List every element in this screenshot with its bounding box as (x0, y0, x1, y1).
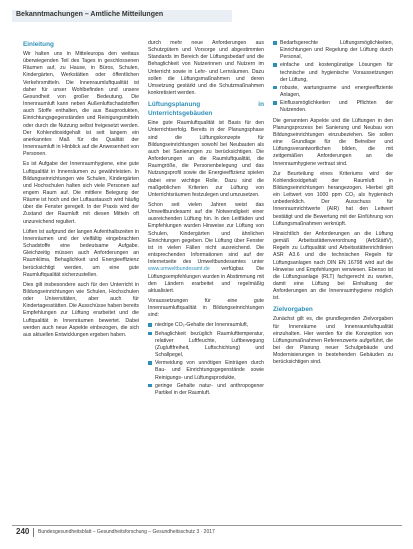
paragraph (148, 202, 264, 295)
paragraph: Eine gute Raumluftqualität ist Basis für den Unterrichtserfolg. Bereits in der Planungsphase sind die Lüftungskonzepte für Bildungseinrichtungen sowohl bei Neubauten als auch bei Sanierungen zu berücksichtigen. Die Anforderungen an die Raumluftqualität, die Raumgröße, die Personenbelegung und das Nutzungsprofil sowie die Energieeffizienz spielen dabei eine wichtige Rolle. Dazu sind die maßgeblichen Kriterien zur Lüftung von Unterrichtsräumen festzulegen und umzusetzen. (148, 120, 264, 198)
heading-lueftungsplanung: Lüftungsplanung in Unterrichtsgebäuden (148, 101, 264, 118)
heading-zielvorgaben: Zielvorgaben (273, 306, 313, 314)
web-link[interactable]: www.umweltbundesamt.de (148, 266, 210, 273)
paragraph: Die genannten Aspekte und die Lüftungen in den Planungsprozess bei Sanierung und Neubau von Bildungseinrichtungen einzubeziehen. Sie sollen eine Grundlage für die Betreiber und Lüftungsverantwortlichen bilden, die mit zeitgemäßen Anforderungen an die Innenraumhygiene vertraut sind. (273, 117, 393, 167)
list-item: geringe Gehalte natur- und anthropogener Partikel in der Raumluft. (148, 383, 264, 397)
list-item: Bedarfsgerechte Lüftungsmöglichkeiten, Einrichtungen und Regelung der Lüftung durch Personal, (273, 40, 393, 61)
list-item: robuste, wartungsarme und energieeffiziente Anlagen, (273, 85, 393, 99)
bullet-square-icon (148, 384, 152, 388)
paragraph: Dies gilt insbesondere auch für den Unterricht in Bildungseinrichtungen wie Schulen, Hochschulen oder Universitäten, aber auch für Kindertagesstätten. Die Ausschüsse haben bereits Empfehlungen zur Lüftung erarbeitet und die Luftqualität in Innenräumen bewertet. Dabei werden auch neue Aspekte einbezogen, die sich aus aktuellen Entwicklungen ergeben haben. (23, 281, 139, 338)
paragraph: Hinsichtlich der Anforderungen an die Lüftung gemäß Arbeitsstättenverordnung (ArbStättV), Regeln zu Luftqualität und Arbeitsstättenrichtlinien ASR A3.6 und die technischen Regeln für Lüftungsanlagen nach DIN EN 16798 wird auf die Hinweise und Empfehlungen verwiesen. Ebenso ist die Lüftungsanlage (RLT) fachgerecht zu warten, damit eine Lüftung bei Einhaltung der Anforderungen an die Innenraumhygiene möglich ist. (273, 230, 393, 302)
bullet-square-icon (148, 332, 152, 336)
bullet-square-icon (148, 323, 152, 327)
paragraph-text: Schon seit vielen Jahren weist das Umweltbundesamt auf die Notwendigkeit einer ausreichenden Lüftung hin. In den Leitfäden und Empfehlungen wurden Hinweise zur Lüftung von Schulen, Kindergärten und ähnlichen Einrichtungen gegeben. Die Lüftung über Fenster ist in vielen Fällen nicht ausreichend. Die entsprechenden Informationen sind auf der Internetseite des Umweltbundesamtes unter (148, 201, 264, 266)
section-header: Bekanntmachungen – Amtliche Mitteilungen (16, 11, 164, 18)
journal-citation: Bundesgesundheitsblatt – Gesundheitsforschung – Gesundheitsschutz 3 · 2017 (38, 529, 215, 535)
bullet-square-icon (148, 361, 152, 365)
bullet-list (148, 322, 264, 397)
list-item: Behaglichkeit bezüglich Raumlufttemperatur, relativer Luftfeuchte, Luftbewegung (Zugluftfreiheit, Luftschichtung) und Schallpegel, (148, 331, 264, 360)
paragraph: Voraussetzungen für eine gute Innenraumluftqualität in Bildungseinrichtungen sind: (148, 298, 264, 319)
bullet-square-icon (273, 101, 277, 105)
footer-divider (33, 528, 34, 537)
bullet-square-icon (273, 41, 277, 45)
column-1 (23, 40, 139, 342)
paragraph: Wir halten uns in Mitteleuropa den weitaus überwiegenden Teil des Tages in geschlossenen Räumen auf, zu Hause, in Büros, Schulen, Kindergärten, Werkstätten oder öffentlichen Verkehrsmitteln. Die Innenraumluftqualität ist daher für unser Wohlbefinden und unsere Gesundheit von großer Bedeutung. Die Innenraumluft kann neben Außenluftschadstoffen auch Stoffe enthalten, die aus Bauprodukten, Einrichtungsgegenständen und Reinigungsmitteln oder durch die Nutzung selbst freigesetzt werden. Der Kohlendioxidgehalt ist seit langem ein anerkanntes Maß für die Qualität der Innenraumluft in Hinblick auf die Anwesenheit von Personen. (23, 51, 139, 158)
bullet-list (273, 40, 393, 115)
paragraph: Zur Beurteilung eines Kriteriums wird der Kohlendioxidgehalt der Raumluft in Bildungseinrichtungen herangezogen. Hierbei gilt ein Leitwert von 1000 ppm CO₂ als hygienisch unbedenklich. Der Ausschuss für Innenraumrichtwerte (AIR) hat den Leitwert bestätigt und die Bewertung mit der Einführung von Lüftungsmaßnahmen verknüpft. (273, 170, 393, 227)
paragraph-text: verfügbar. Die Lüftungsempfehlungen wurden in Abstimmung mit den Ländern erarbeitet und regelmäßig aktualisiert. (148, 266, 264, 294)
column-2 (148, 40, 264, 400)
heading-einleitung: Einleitung (23, 41, 54, 48)
bullet-square-icon (273, 63, 277, 67)
paragraph: durch mehr neue Anforderungen aus Schutzgütern und Vorsorge und abgestimmten Standards im Bereich der Lüftungsbedarf und die Behaglichkeit von Nutzerinnen und Nutzern im Unterricht sowie in Lehr- und Lernräumen. Dazu sollen die Lüftungsmaßnahmen und deren Umsetzung gestärkt und die Schutzmaßnahmen konkretisiert werden. (148, 40, 264, 97)
list-item: Einflussmöglichkeiten und Pflichten der Nutzenden. (273, 100, 393, 114)
bullet-square-icon (273, 86, 277, 90)
paragraph: Zunächst gilt es, die grundlegenden Zielvorgaben für Innenräume und Innenraumluftqualität einzuhalten. Hier werden für die Konzeption von Lüftungsmaßnahmen Referenzwerte aufgeführt, die bei der Planung neuer Schulgebäude und Modernisierungen in bestehenden Gebäuden zu berücksichtigen sind. (273, 316, 393, 366)
footer-rule (12, 525, 402, 526)
paragraph: Lüften ist aufgrund der langen Aufenthaltszeiten in Innenräumen und der vielfältig eingebrachten Schadstoffe eine bedeutsame Aufgabe. Gleichzeitig müssen auch Anforderungen an Raumklima, Behaglichkeit und Energieeffizienz berücksichtigt werden, um eine gute Raumluftqualität sicherzustellen. (23, 228, 139, 278)
paragraph: Es ist Aufgabe der Innenraumhygiene, eine gute Luftqualität in Innenräumen zu gewährleisten. In Bildungseinrichtungen wie Schulen, Kindergärten und Hochschulen halten sich viele Personen auf engem Raum auf. Die mittlere Belegung der Räume ist hoch und der Luftaustausch wird häufig über die Fenster geregelt. In der Praxis wird der Zustand der Raumluft mit diesen Mitteln oft unzureichend reguliert. (23, 161, 139, 225)
page-number: 240 (16, 527, 30, 536)
list-item: niedrige CO₂-Gehalte der Innenraumluft, (148, 322, 264, 329)
column-3 (273, 40, 393, 370)
list-item: einfache und kostengünstige Lösungen für technische und hygienische Voraussetzungen der Lüftung, (273, 62, 393, 83)
list-item: Vermeidung von unnötigen Einträgen durch Bau- und Einrichtungsgegenstände sowie Reinigungs- und Lüftungsprodukte, (148, 360, 264, 381)
